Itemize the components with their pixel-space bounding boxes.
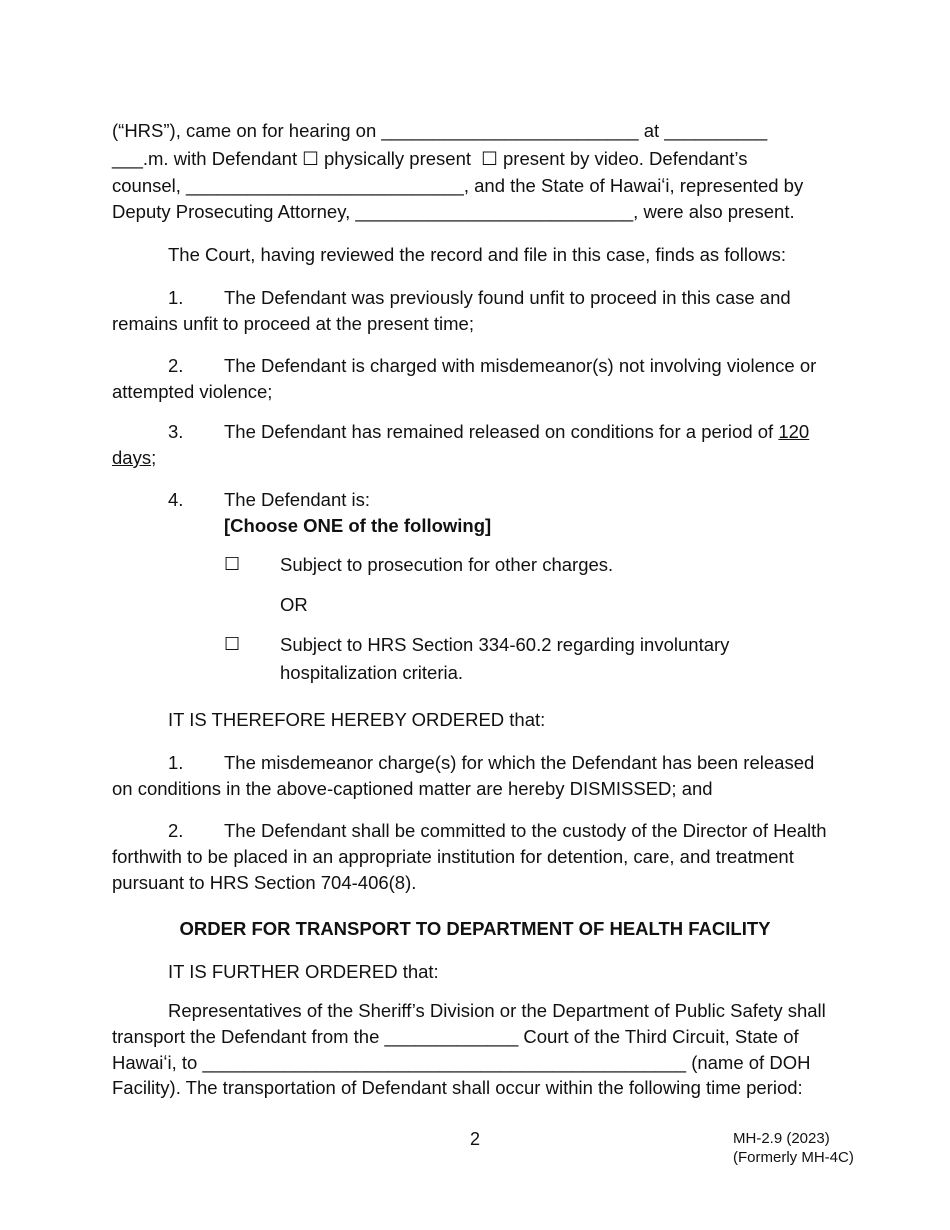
further-ordered-heading: IT IS FURTHER ORDERED that: [168, 961, 439, 982]
order-2-number: 2. [168, 820, 184, 841]
option-1-checkbox[interactable]: ☐ [224, 554, 241, 574]
order-1-line-1: The misdemeanor charge(s) for which the Defendant has been released [224, 752, 815, 773]
intro-line-1: (“HRS”), came on for hearing on _________________________ at __________ [112, 120, 768, 141]
option-2-label-line-2: hospitalization criteria. [280, 662, 464, 683]
finding-2-line-1: The Defendant is charged with misdemeanor(s) not involving violence or [224, 355, 817, 376]
form-id: MH-2.9 (2023) [733, 1130, 830, 1147]
finding-3-line-2 [112, 447, 156, 469]
intro-line-4: Deputy Prosecuting Attorney, ___________________________, were also present. [112, 201, 795, 222]
or-separator: OR [280, 594, 308, 615]
transport-order-title: ORDER FOR TRANSPORT TO DEPARTMENT OF HEALTH FACILITY [179, 918, 771, 939]
intro-line-3: counsel, ___________________________, and the State of Hawaiʻi, represented by [112, 175, 804, 196]
option-1-label: Subject to prosecution for other charges. [280, 554, 614, 575]
intro-line-2: ___.m. with Defendant ☐ physically present ☐ present by video. Defendant’s [112, 148, 748, 169]
finding-2-line-2: attempted violence; [112, 381, 273, 402]
option-2-checkbox[interactable]: ☐ [224, 634, 241, 654]
court-review-statement: The Court, having reviewed the record and file in this case, finds as follows: [168, 244, 787, 265]
finding-1-line-1: The Defendant was previously found unfit to proceed in this case and [224, 287, 791, 308]
order-1-number: 1. [168, 752, 184, 773]
finding-1-number: 1. [168, 287, 184, 308]
transport-line-4: Facility). The transportation of Defendant shall occur within the following time period: [112, 1077, 803, 1098]
finding-3-line-1 [224, 421, 809, 443]
order-2-line-3: pursuant to HRS Section 704-406(8). [112, 872, 417, 893]
transport-line-2: transport the Defendant from the _____________ Court of the Third Circuit, State of [112, 1026, 799, 1047]
release-period-number: 120 [778, 421, 810, 442]
choose-one-instruction: [Choose ONE of the following] [224, 515, 492, 536]
finding-3-end: ; [151, 447, 157, 468]
finding-4-number: 4. [168, 489, 184, 510]
finding-4-line-1: The Defendant is: [224, 489, 371, 510]
former-form-id: (Formerly MH-4C) [733, 1149, 854, 1166]
transport-line-1: Representatives of the Sheriff’s Division or the Department of Public Safety shall [168, 1000, 826, 1021]
order-2-line-1: The Defendant shall be committed to the custody of the Director of Health [224, 820, 827, 841]
finding-3-number: 3. [168, 421, 184, 442]
finding-3-text: The Defendant has remained released on conditions for a period of [224, 421, 779, 442]
order-2-line-2: forthwith to be placed in an appropriate institution for detention, care, and treatment [112, 846, 794, 867]
finding-1-line-2: remains unfit to proceed at the present time; [112, 313, 474, 334]
finding-2-number: 2. [168, 355, 184, 376]
option-2-label-line-1: Subject to HRS Section 334-60.2 regarding involuntary [280, 634, 730, 655]
page-number: 2 [469, 1129, 480, 1149]
transport-line-3: Hawaiʻi, to _______________________________________________ (name of DOH [112, 1052, 811, 1073]
ordered-heading: IT IS THEREFORE HEREBY ORDERED that: [168, 709, 546, 730]
order-1-line-2: on conditions in the above-captioned matter are hereby DISMISSED; and [112, 778, 713, 799]
release-period-unit: days [112, 447, 152, 468]
